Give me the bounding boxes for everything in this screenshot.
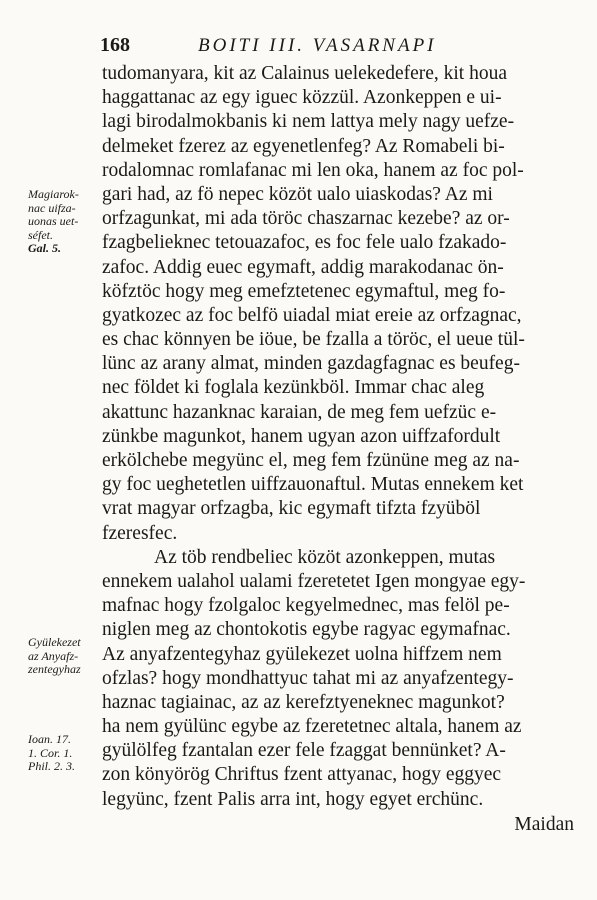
text-line: gari had, az fö nepec közöt ualo uiaskodas? Az mi xyxy=(102,183,493,205)
page-header xyxy=(100,34,570,60)
margin-note-hungarian-fall xyxy=(28,188,79,256)
margin-note-line: Gyülekezet xyxy=(28,635,81,649)
paragraph-2 xyxy=(102,546,580,812)
text-line: ha nem gyülünc egybe az fzeretetnec altala, hanem az xyxy=(102,716,522,738)
margin-note-citation: Gal. 5. xyxy=(28,241,61,255)
text-line: zafoc. Addig euec egymaft, addig marakodanac ön- xyxy=(102,256,504,278)
text-line: haznac tagiainac, az az kerefztyeneknec magunkot? xyxy=(102,691,505,713)
text-line: haggattanac az egy iguec közzül. Azonkeppen e ui- xyxy=(102,87,502,109)
margin-note-line: Magiarok- xyxy=(28,187,79,201)
text-line: niglen meg az chontokotis egybe ragyac egymafnac. xyxy=(102,619,511,641)
text-line: Az anyafzentegyhaz gyülekezet uolna hiffzem nem xyxy=(102,643,502,665)
text-line: tudomanyara, kit az Calainus uelekedefere, kit houa xyxy=(102,63,508,84)
text-line: delmeket fzerez az egyenetlenfeg? Az Romabeli bi- xyxy=(102,135,505,157)
text-line: ennekem ualahol ualami fzeretetet Igen mongyae egy- xyxy=(102,570,526,592)
text-line: lagi birodalmokbanis ki nem lattya mely nagy uefze- xyxy=(102,111,515,133)
text-line: akattunc hazanknac karaian, de meg fem uefzüc e- xyxy=(102,401,497,423)
text-line: fzeresfec. xyxy=(102,522,178,544)
margin-note-line: az Anyafz- xyxy=(28,648,79,663)
margin-note-line: nac uifza- xyxy=(28,200,76,215)
margin-note-citation: 1. Cor. 1. xyxy=(28,745,73,760)
catchword: Maidan xyxy=(514,813,574,835)
text-line: nec földet ki foglala kezünkböl. Immar chac aleg xyxy=(102,377,485,399)
margin-note-line: zentegyhaz xyxy=(28,662,81,676)
text-line: fzagbelieknec tetouazafoc, es foc fele ualo fzakado- xyxy=(102,232,507,254)
text-line: zon könyörög Chriftus fzent attyanac, hogy eggyec xyxy=(102,764,502,786)
text-line: lünc az arany almat, minden gazdagfagnac es beufeg- xyxy=(102,353,520,375)
margin-note-citation: Ioan. 17. xyxy=(28,732,71,746)
main-text xyxy=(102,62,580,838)
margin-note-line: uonas uet- xyxy=(28,214,79,228)
margin-note-citation: Phil. 2. 3. xyxy=(28,759,75,773)
text-line: rodalomnac romlafanac mi len oka, hanem az foc pol- xyxy=(102,159,524,181)
text-line: es chac könnyen be iöue, be fzalla a töröc, el ueue tül- xyxy=(102,329,525,351)
text-line: ofzlas? hogy mondhattyuc tahat mi az anyafzentegy- xyxy=(102,667,514,689)
text-line: legyünc, fzent Palis arra int, hogy egyet erchünc. xyxy=(102,788,484,810)
text-line: orfzagunkat, mi ada töröc chaszarnac kezebe? az or- xyxy=(102,208,510,230)
text-line: vrat magyar orfzagba, kic egymaft tifzta fzyüböl xyxy=(102,498,481,520)
text-line: köfztöc hogy meg emefztetenec egymaftul, meg fo- xyxy=(102,280,506,302)
text-line: erkölchebe megyünc el, meg fem fzününe meg az na- xyxy=(102,450,520,471)
margin-note-scripture-refs xyxy=(28,733,75,774)
paragraph-1 xyxy=(102,62,580,546)
margin-note-line: séfet. xyxy=(28,227,53,242)
text-line: gy foc ueghetetlen uiffzauonaftul. Mutas ennekem ket xyxy=(102,474,524,496)
text-line: Az töb rendbeliec közöt azonkeppen, mutas xyxy=(154,546,496,568)
text-line: gyatkozec az foc belfö uiadal miat ereie az orfzagnac, xyxy=(102,304,522,326)
page-number: 168 xyxy=(100,34,130,56)
margin-note-congregation xyxy=(28,636,81,677)
text-line: gyülölfeg fzantalan ezer fele fzaggat bennünket? A- xyxy=(102,740,506,762)
running-title: BOITI III. VASARNAPI xyxy=(198,35,437,56)
text-line: zünkbe magunkot, hanem ugyan azon uiffzafordult xyxy=(102,425,501,447)
text-line: mafnac hogy fzolgaloc kegyelmednec, mas felöl pe- xyxy=(102,595,510,617)
